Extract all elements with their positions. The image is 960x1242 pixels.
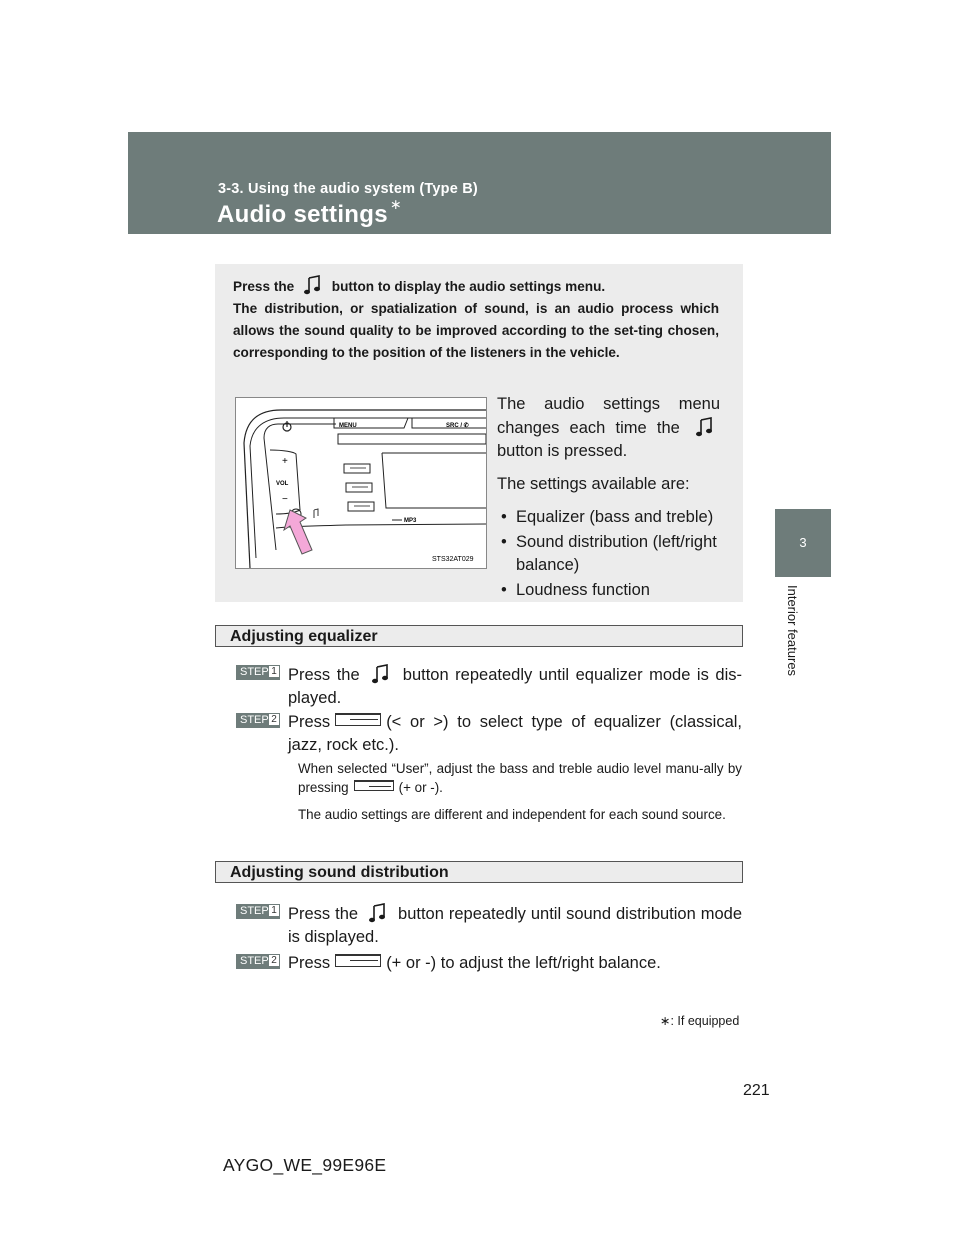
step-text: Press (< or >) to select type of equalizer (classical, jazz, rock etc.). [288, 713, 742, 754]
settings-description [497, 393, 720, 604]
audio-unit-diagram [235, 397, 487, 569]
list-item: • Equalizer (bass and treble) [497, 506, 720, 529]
step-text: Press the button repeatedly until sound distribution mode is displayed. [288, 902, 742, 949]
vol-minus-label: − [282, 494, 288, 505]
distribution-step-1 [236, 902, 742, 949]
mp3-label: MP3 [404, 518, 417, 524]
music-note-icon [302, 274, 324, 296]
vol-plus-label: + [282, 456, 288, 467]
page-title-text: Audio settings [217, 201, 388, 228]
menu-change-pre: The audio settings menu changes each time the [497, 395, 720, 437]
step-badge: STEP 2 [236, 954, 280, 969]
section-title: 3-3. Using the audio system (Type B) [218, 181, 478, 197]
step-text: Press the button repeatedly until equalizer mode is dis-played. [288, 663, 742, 710]
footnote [660, 1013, 739, 1028]
page-title [217, 196, 402, 229]
audio-unit-illustration [236, 398, 486, 568]
rocker-button-icon [354, 780, 394, 791]
settings-available: The settings available are: [497, 475, 690, 493]
list-item: • Loudness function [497, 579, 720, 602]
sound-source-note: The audio settings are different and independent for each sound source. [298, 807, 726, 822]
diagram-code: STS32AT029 [432, 556, 474, 563]
intro-line1 [233, 274, 719, 298]
menu-change-text [497, 393, 720, 463]
step-badge: STEP 2 [236, 713, 280, 728]
step-badge: STEP 1 [236, 665, 280, 680]
intro-line1-pre: Press the [233, 279, 295, 294]
rocker-button-icon [335, 713, 381, 726]
equipped-mark: ∗ [389, 196, 402, 212]
music-note-icon [367, 902, 389, 924]
equipped-mark: ∗ [660, 1014, 671, 1028]
settings-list [497, 506, 720, 602]
page-number: 221 [743, 1082, 770, 1099]
info-box [215, 264, 743, 602]
equalizer-heading: Adjusting equalizer [215, 625, 743, 647]
music-note-icon [370, 663, 392, 685]
distribution-heading: Adjusting sound distribution [215, 861, 743, 883]
intro-line1-post: button to display the audio settings menu. [331, 279, 606, 294]
src-label: SRC / ✆ [446, 423, 469, 429]
equalizer-step-2 [236, 711, 742, 757]
chapter-number: 3 [799, 535, 807, 550]
list-item: • Sound distribution (left/right balance) [497, 531, 720, 577]
menu-change-post: button is pressed. [497, 442, 628, 460]
user-mode-note: When selected “User”, adjust the bass and treble audio level manu-ally by pressing (+ or -). [298, 761, 742, 795]
step-badge: STEP 1 [236, 904, 280, 919]
footnote-text: : If equipped [670, 1014, 740, 1028]
rocker-button-icon [335, 954, 381, 967]
chapter-tab [775, 509, 831, 577]
chapter-label: Interior features [785, 585, 800, 677]
vol-label: VOL [276, 481, 289, 487]
intro-text [233, 274, 719, 364]
chapter-header [128, 132, 831, 234]
distribution-step-2 [236, 952, 742, 975]
step-text: Press (+ or -) to adjust the left/right balance. [288, 954, 661, 972]
menu-label: MENU [339, 423, 357, 429]
music-note-icon [694, 416, 716, 438]
equalizer-step-1 [236, 663, 742, 710]
document-code: AYGO_WE_99E96E [223, 1155, 387, 1175]
intro-paragraph: The distribution, or spatialization of sound, is an audio process which allows the sound quality to be improved according to the set-ting chosen, corresponding to the position of the listeners in the vehicle. [233, 301, 719, 360]
